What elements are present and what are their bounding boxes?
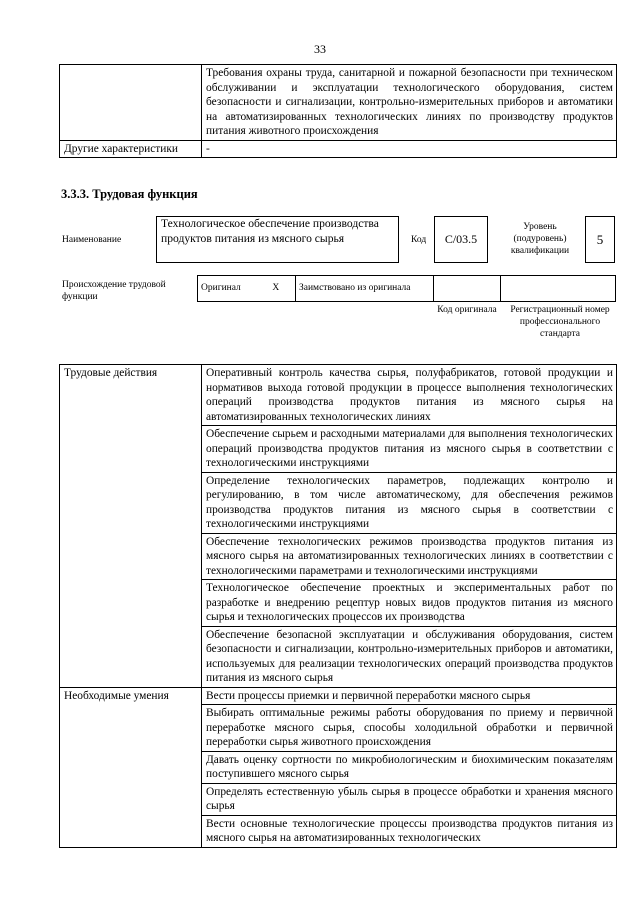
list-item: Выбирать оптимальные режимы работы оборудования по приему и первичной переработке мясного сырья, способы холодильной обработки и первичной переработки сырья животного происхождения	[202, 705, 617, 752]
list-item: Определение технологических параметров, подлежащих контролю и регулированию, в том числе автоматическому, для обеспечения режимов производства продуктов питания из мясного сырья в соответствии с технологическими инструкциями	[202, 472, 617, 533]
list-item: Технологическое обеспечение проектных и экспериментальных работ по разработке и внедрению рецептур новых видов продуктов питания из мясного сырья и технологических процессов их производства	[202, 580, 617, 627]
original-mark: X	[257, 276, 296, 302]
table-row	[60, 65, 617, 141]
code-caption: Код оригинала	[437, 305, 497, 315]
group-label: Трудовые действия	[60, 365, 202, 688]
main-table	[59, 364, 617, 848]
origin-label: Происхождение трудовой функции	[62, 280, 166, 302]
function-name: Технологическое обеспечение производства продуктов питания из мясного сырья	[156, 216, 399, 263]
page-number: 33	[314, 42, 326, 56]
row-value: Требования охраны труда, санитарной и пожарной безопасности при техническом обслуживании и эксплуатации технологического оборудования, систем безопасности и сигнализации, контрольно-измерительных приборов и автоматики на автоматизированных технологических линиях по производству продуктов питания животного происхождения	[202, 65, 617, 141]
level-label: Уровень (подуровень) квалификации	[510, 222, 570, 256]
list-item: Оперативный контроль качества сырья, полуфабрикатов, готовой продукции и нормативов выхода готовой продукции в процессе выполнения технологических операций производства продуктов питания из мясного сырья на автоматизированных технологических линиях	[202, 365, 617, 426]
list-item: Давать оценку сортности по микробиологическим и биохимическим показателям поступившего мясного сырья	[202, 751, 617, 783]
list-item: Обеспечение сырьем и расходными материалами для выполнения технологических операций производства продуктов питания из мясного сырья в соответствии с технологическими инструкциями	[202, 426, 617, 473]
reg-caption: Регистрационный номер профессионального стандарта	[510, 305, 610, 339]
function-code: C/03.5	[434, 216, 488, 263]
row-value: -	[202, 140, 617, 158]
row-label: Другие характеристики	[60, 140, 202, 158]
name-label: Наименование	[62, 235, 122, 245]
table-row	[60, 687, 617, 705]
reg-number-cell	[501, 276, 616, 302]
list-item: Вести процессы приемки и первичной переработки мясного сырья	[202, 687, 617, 705]
row-label	[60, 65, 202, 141]
original-label: Оригинал	[198, 276, 257, 302]
table-row	[60, 140, 617, 158]
list-item: Обеспечение технологических режимов производства продуктов питания из мясного сырья на автоматизированных технологических линиях в соответствии с технологическими параметрами и технологическими инструкциями	[202, 533, 617, 580]
qualification-level: 5	[585, 216, 615, 263]
list-item: Вести основные технологические процессы производства продуктов питания из мясного сырья на автоматизированных технологических	[202, 815, 617, 847]
origin-table	[197, 275, 616, 302]
table-row	[60, 365, 617, 426]
list-item: Определять естественную убыль сырья в процессе обработки и хранения мясного сырья	[202, 783, 617, 815]
top-table	[59, 64, 617, 158]
code-label: Код	[411, 235, 427, 245]
section-title: 3.3.3. Трудовая функция	[61, 187, 198, 201]
list-item: Обеспечение безопасной эксплуатации и обслуживания оборудования, систем безопасности и сигнализации, контрольно-измерительных приборов и автоматики, используемых для реализации технологических операций производства продуктов питания из мясного сырья	[202, 626, 617, 687]
original-code-cell	[434, 276, 501, 302]
group-label: Необходимые умения	[60, 687, 202, 847]
borrowed-label: Заимствовано из оригинала	[296, 276, 434, 302]
